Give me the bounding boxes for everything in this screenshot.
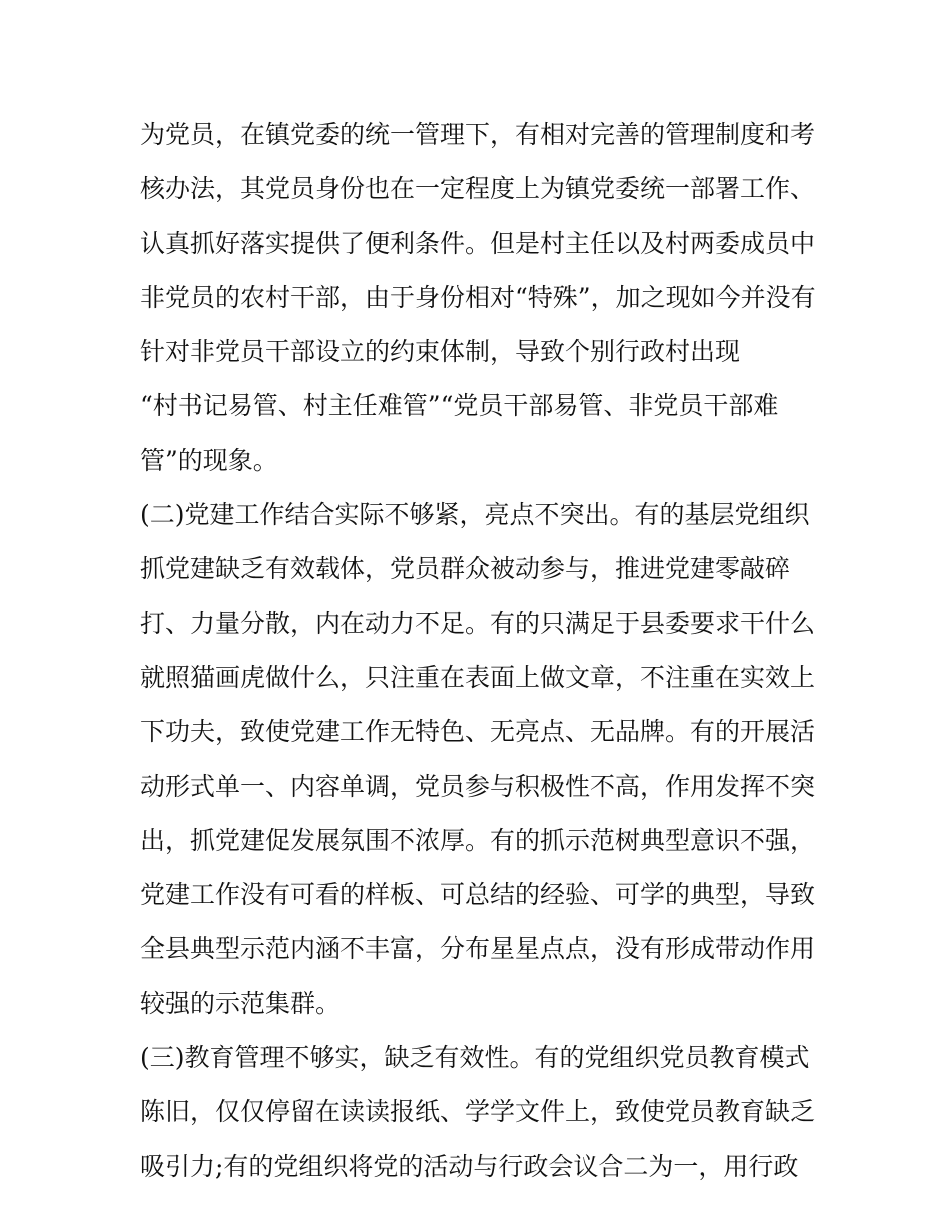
body-text [140,108,820,1194]
text-line: 下功夫，致使党建工作无特色、无亮点、无品牌。有的开展活 [140,717,816,747]
text-line: 动形式单一、内容单调，党员参与积极性不高，作用发挥不突 [140,771,816,801]
text-line: 打、力量分散，内在动力不足。有的只满足于县委要求干什么 [140,608,816,638]
text-line: 全县典型示范内涵不丰富，分布星星点点，没有形成带动作用 [140,934,816,964]
text-line: “村书记易管、村主任难管”“党员干部易管、非党员干部难 [140,391,779,421]
text-line: (三)教育管理不够实，缺乏有效性。有的党组织党员教育模式 [140,1043,810,1073]
text-line: 较强的示范集群。 [140,988,341,1018]
text-line: 非党员的农村干部，由于身份相对“特殊”，加之现如今并没有 [140,282,816,312]
text-line: (二)党建工作结合实际不够紧，亮点不突出。有的基层党组织 [140,500,810,530]
text-line: 吸引力;有的党组织将党的活动与行政会议合二为一，用行政 [140,1151,799,1181]
text-line: 为党员，在镇党委的统一管理下，有相对完善的管理制度和考 [140,120,816,149]
text-line: 抓党建缺乏有效载体，党员群众被动参与，推进党建零敲碎 [140,554,791,584]
text-line: 核办法，其党员身份也在一定程度上为镇党委统一部署工作、 [140,174,816,204]
text-line: 管”的现象。 [140,445,278,475]
text-line: 针对非党员干部设立的约束体制，导致个别行政村出现 [140,337,741,367]
text-line: 就照猫画虎做什么，只注重在表面上做文章，不注重在实效上 [140,662,816,692]
text-line: 陈旧，仅仅停留在读读报纸、学学文件上，致使党员教育缺乏 [140,1097,816,1127]
text-line: 党建工作没有可看的样板、可总结的经验、可学的典型，导致 [140,880,816,910]
text-line: 出，抓党建促发展氛围不浓厚。有的抓示范树典型意识不强， [140,825,816,855]
text-line: 认真抓好落实提供了便利条件。但是村主任以及村两委成员中 [140,228,816,258]
